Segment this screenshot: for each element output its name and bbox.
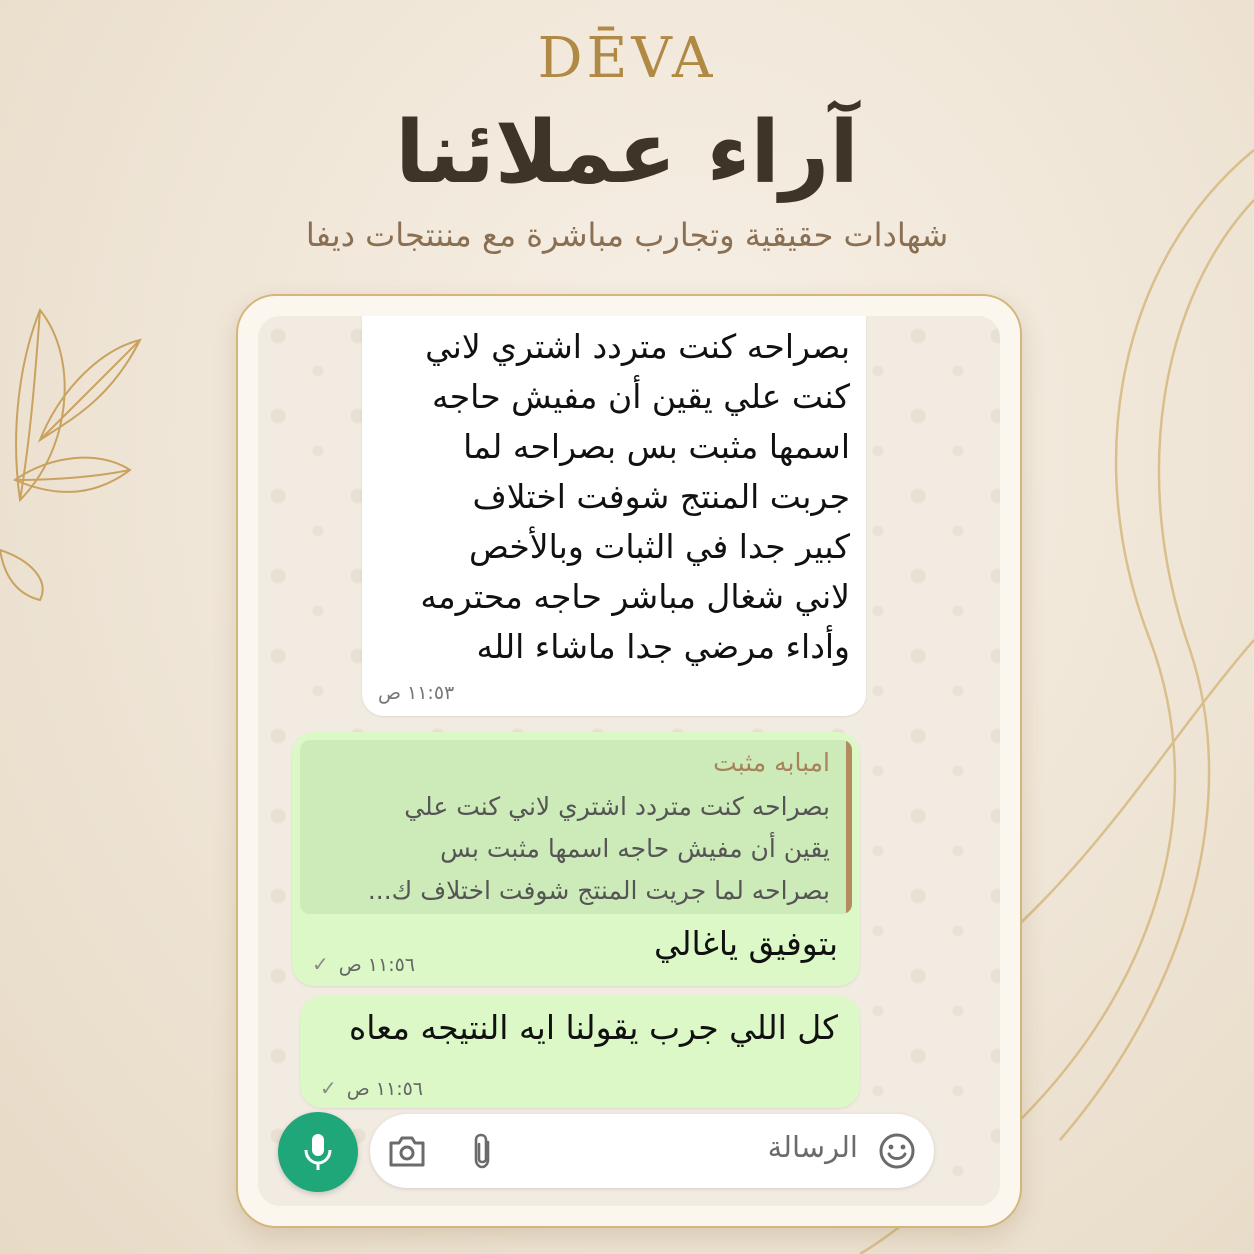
outgoing-reply-bubble[interactable] xyxy=(292,732,860,986)
attach-icon[interactable] xyxy=(470,1132,494,1170)
outgoing-message-bubble[interactable] xyxy=(300,996,860,1108)
emoji-icon[interactable] xyxy=(878,1132,916,1170)
chat-screen[interactable] xyxy=(258,316,1000,1206)
incoming-message-bubble[interactable] xyxy=(362,316,866,716)
quoted-sender-name: امبابه مثبت xyxy=(713,748,830,777)
message-line: وأداء مرضي جدا ماشاء الله xyxy=(476,627,850,666)
message-line: كبير جدا في الثبات وبالأخص xyxy=(468,527,850,566)
message-line: بصراحه كنت متردد اشتري لاني xyxy=(425,327,850,366)
quoted-message[interactable] xyxy=(300,740,852,914)
message-line: لاني شغال مباشر حاجه محترمه xyxy=(420,577,850,616)
message-line: اسمها مثبت بس بصراحه لما xyxy=(463,427,850,466)
quoted-line: بصراحه كنت متردد اشتري لاني كنت علي xyxy=(404,792,830,821)
message-timestamp xyxy=(312,952,415,976)
microphone-icon xyxy=(302,1132,334,1172)
timestamp-text: ١١:٥٦ ص xyxy=(346,1078,424,1100)
sent-check-icon: ✓ xyxy=(312,952,329,976)
message-timestamp: ١١:٥٣ ص xyxy=(378,682,455,704)
quote-accent-bar xyxy=(846,740,852,914)
reply-message-text: بتوفيق ياغالي xyxy=(653,924,838,963)
message-placeholder: الرسالة xyxy=(767,1130,858,1164)
page-title: آراء عملائنا xyxy=(395,103,859,203)
quoted-text xyxy=(310,786,830,912)
outgoing-message-text: كل اللي جرب يقولنا ايه النتيجه معاه xyxy=(348,1008,838,1047)
gold-leaves xyxy=(0,310,140,600)
page-subtitle: شهادات حقيقية وتجارب مباشرة مع مننتجات ديفا xyxy=(305,216,949,254)
brand-logo: DĒVA xyxy=(537,26,717,91)
microphone-button[interactable] xyxy=(278,1112,358,1192)
sent-check-icon: ✓ xyxy=(320,1076,337,1100)
timestamp-text: ١١:٥٦ ص xyxy=(338,954,416,976)
message-timestamp xyxy=(320,1076,423,1100)
message-line: جربت المنتج شوفت اختلاف xyxy=(472,477,850,516)
incoming-message-text xyxy=(370,322,850,672)
message-input[interactable] xyxy=(370,1114,934,1188)
camera-icon[interactable] xyxy=(388,1134,426,1168)
phone-frame xyxy=(236,294,1022,1228)
quoted-line: يقين أن مفيش حاجه اسمها مثبت بس xyxy=(440,834,830,863)
message-line: كنت علي يقين أن مفيش حاجه xyxy=(432,377,850,416)
quoted-line: بصراحه لما جريت المنتج شوفت اختلاف ك... xyxy=(367,876,830,905)
